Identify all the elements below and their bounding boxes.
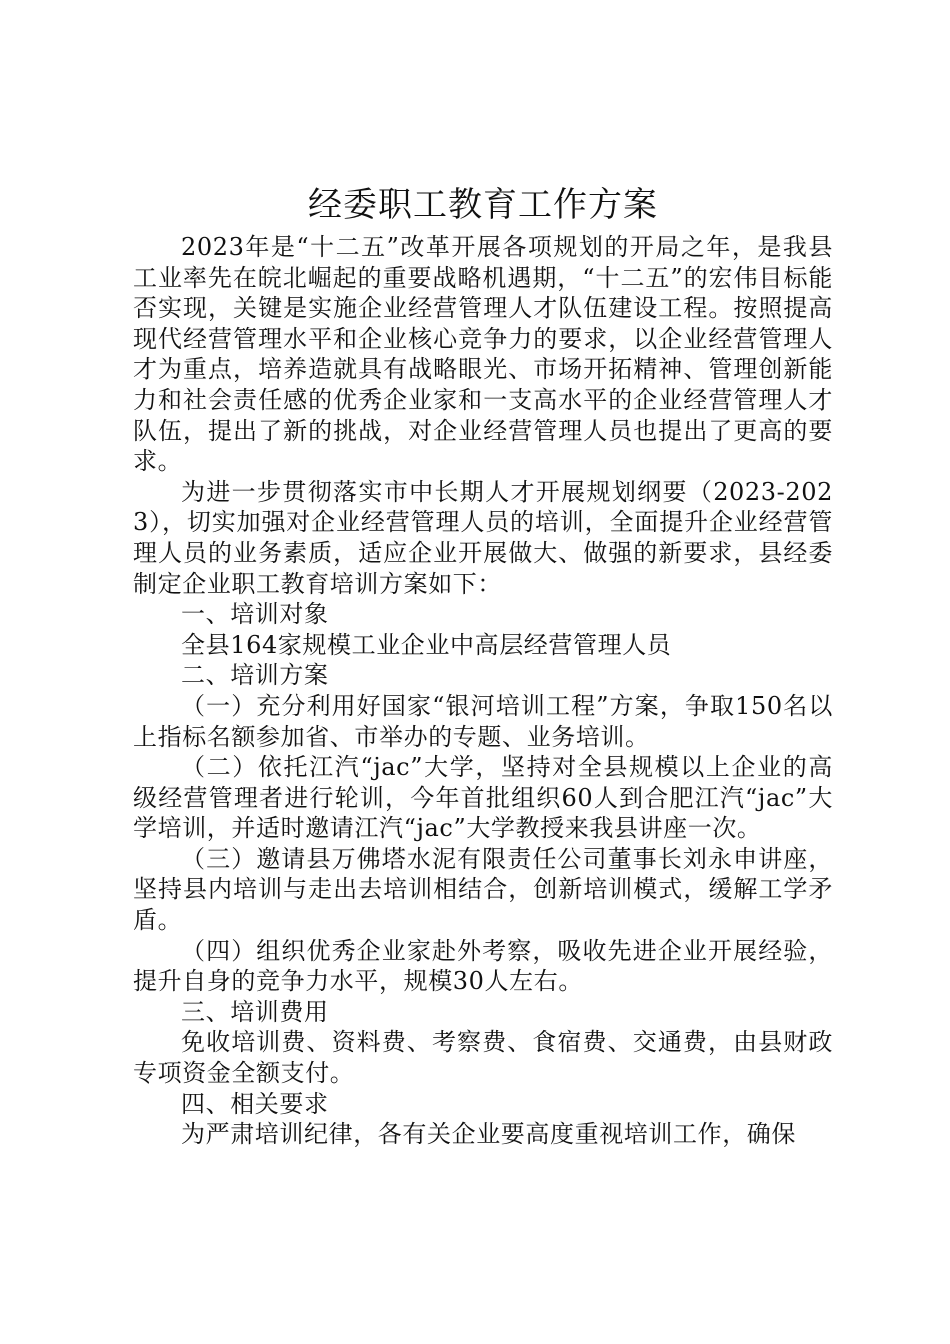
plan-item-1: （一）充分利用好国家“银河培训工程”方案，争取150名以上指标名额参加省、市举办的专题、业务培训。 xyxy=(133,691,833,751)
document-title: 经委职工教育工作方案 xyxy=(308,185,658,225)
plan-item-4: （四）组织优秀企业家赴外考察，吸收先进企业开展经验，提升自身的竞争力水平，规模30人左右。 xyxy=(133,936,833,996)
document-page xyxy=(133,180,833,1150)
targets-paragraph: 全县164家规模工业企业中高层经营管理人员 xyxy=(181,630,672,659)
section-heading-targets: 一、培训对象 xyxy=(181,600,329,629)
section-heading-plan: 二、培训方案 xyxy=(181,661,329,690)
requirements-paragraph: 为严肃培训纪律，各有关企业要高度重视培训工作，确保 xyxy=(181,1120,796,1149)
plan-item-3: （三）邀请县万佛塔水泥有限责任公司董事长刘永申讲座，坚持县内培训与走出去培训相结合，创新培训模式，缓解工学矛盾。 xyxy=(133,844,833,935)
purpose-paragraph: 为进一步贯彻落实市中长期人才开展规划纲要（2023-2023），切实加强对企业经营管理人员的培训，全面提升企业经营管理人员的业务素质，适应企业开展做大、做强的新要求，县经委制定企业职工教育培训方案如下： xyxy=(133,477,833,598)
section-heading-costs: 三、培训费用 xyxy=(181,997,329,1026)
intro-paragraph: 2023年是“十二五”改革开展各项规划的开局之年，是我县工业率先在皖北崛起的重要战略机遇期，“十二五”的宏伟目标能否实现，关键是实施企业经营管理人才队伍建设工程。按照提高现代经营管理水平和企业核心竞争力的要求，以企业经营管理人才为重点，培养造就具有战略眼光、市场开拓精神、管理创新能力和社会责任感的优秀企业家和一支高水平的企业经营管理人才队伍，提出了新的挑战，对企业经营管理人员也提出了更高的要求。 xyxy=(133,233,833,476)
costs-paragraph: 免收培训费、资料费、考察费、食宿费、交通费，由县财政专项资金全额支付。 xyxy=(133,1028,833,1088)
plan-item-2: （二）依托江汽“jac”大学，坚持对全县规模以上企业的高级经营管理者进行轮训，今年首批组织60人到合肥江汽“jac”大学培训，并适时邀请江汽“jac”大学教授来我县讲座一次。 xyxy=(133,753,833,843)
section-heading-requirements: 四、相关要求 xyxy=(181,1089,329,1118)
